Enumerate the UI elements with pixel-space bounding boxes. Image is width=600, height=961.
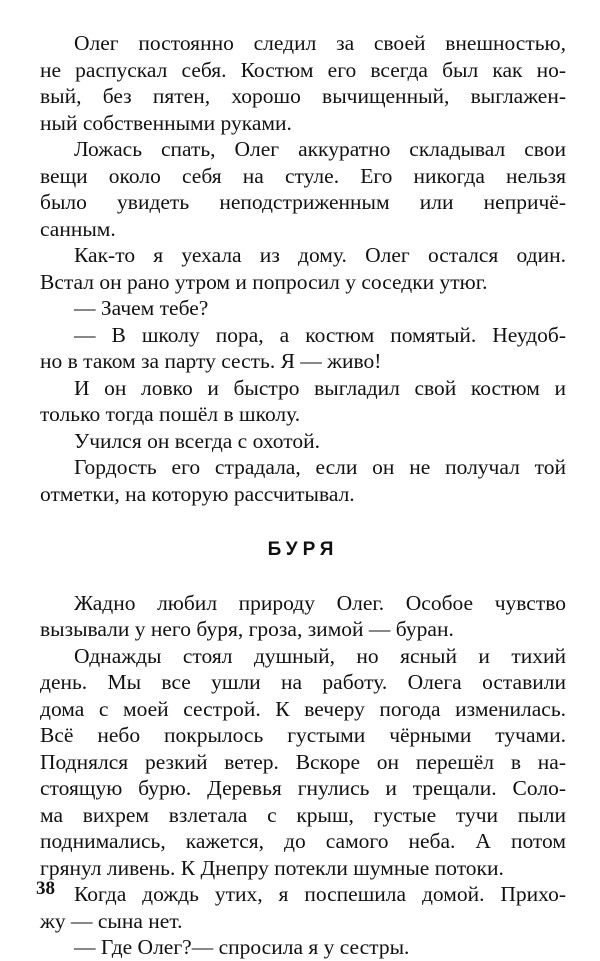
- paragraph: [40, 643, 566, 882]
- paragraph: [40, 242, 566, 295]
- paragraph: [40, 590, 566, 643]
- paragraph: [40, 934, 566, 961]
- paragraph: [40, 428, 566, 455]
- text-line: Как-то я уехала из дому. Олег остался один.: [74, 243, 566, 267]
- text-line: ный собственными руками.: [40, 110, 292, 135]
- text-line: Ложась спать, Олег аккуратно складывал свои: [74, 137, 566, 161]
- text-line: день. Мы все ушли на работу. Олега оставили: [40, 670, 566, 694]
- text-line: — В школу пора, а костюм помятый. Неудоб-: [74, 322, 566, 347]
- text-line: вещи около себя на стуле. Его никогда нельзя: [40, 163, 566, 188]
- text-line: стоящую бурю. Деревья гнулись и трещали. Соло-: [40, 776, 566, 800]
- page-number: 38: [36, 878, 55, 899]
- page-text: [40, 30, 566, 961]
- chapter-heading: БУРЯ: [267, 539, 339, 560]
- text-line: отметки, на которую рассчитывал.: [40, 481, 355, 506]
- paragraph: [40, 295, 566, 322]
- text-line: было увидеть неподстриженным или непричё-: [40, 190, 566, 214]
- paragraph: [40, 136, 566, 242]
- text-line: грянул ливень. К Днепру потекли шумные потоки.: [40, 855, 504, 880]
- text-line: Учился он всегда с охотой.: [74, 428, 320, 453]
- text-line: Однажды стоял душный, но ясный и тихий: [74, 643, 566, 668]
- text-line: — Где Олег?— спросила я у сестры.: [74, 935, 410, 959]
- text-line: Встал он рано утром и попросил у соседки утюг.: [40, 269, 488, 294]
- text-line: вый, без пятен, хорошо вычищенный, выглажен-: [40, 84, 566, 108]
- text-line: Когда дождь утих, я поспешила домой. Прихо-: [74, 882, 566, 906]
- text-line: поднимались, кажется, до самого неба. А потом: [40, 829, 566, 853]
- paragraph: [40, 322, 566, 375]
- text-line: И он ловко и быстро выгладил свой костюм и: [74, 375, 566, 400]
- text-line: только тогда пошёл в школу.: [40, 402, 301, 426]
- text-line: Жадно любил природу Олег. Особое чувство: [74, 590, 566, 615]
- text-line: не распускал себя. Костюм его всегда был как но-: [40, 57, 566, 82]
- paragraph: [40, 881, 566, 934]
- section-storm: [40, 590, 566, 961]
- text-line: вызывали у него буря, гроза, зимой — буран.: [40, 617, 454, 641]
- text-line: Поднялся резкий ветер. Вскоре он перешёл в на-: [40, 749, 566, 774]
- text-line: но в таком за парту сесть. Я — живо!: [40, 349, 382, 373]
- text-line: Всё небо покрылось густыми чёрными тучами.: [40, 723, 566, 747]
- text-line: Олег постоянно следил за своей внешностью,: [74, 31, 566, 55]
- paragraph: [40, 375, 566, 428]
- text-line: ма вихрем взлетала с крыш, густые тучи пыли: [40, 802, 566, 827]
- text-line: — Зачем тебе?: [74, 296, 209, 320]
- text-line: жу — сына нет.: [40, 908, 183, 933]
- text-line: санным.: [40, 216, 116, 241]
- section-olegs-habits: [40, 30, 566, 507]
- text-line: дома с моей сестрой. К вечеру погода изменилась.: [40, 696, 566, 721]
- paragraph: [40, 30, 566, 136]
- paragraph: [40, 454, 566, 507]
- text-line: Гордость его страдала, если он не получал той: [74, 455, 566, 479]
